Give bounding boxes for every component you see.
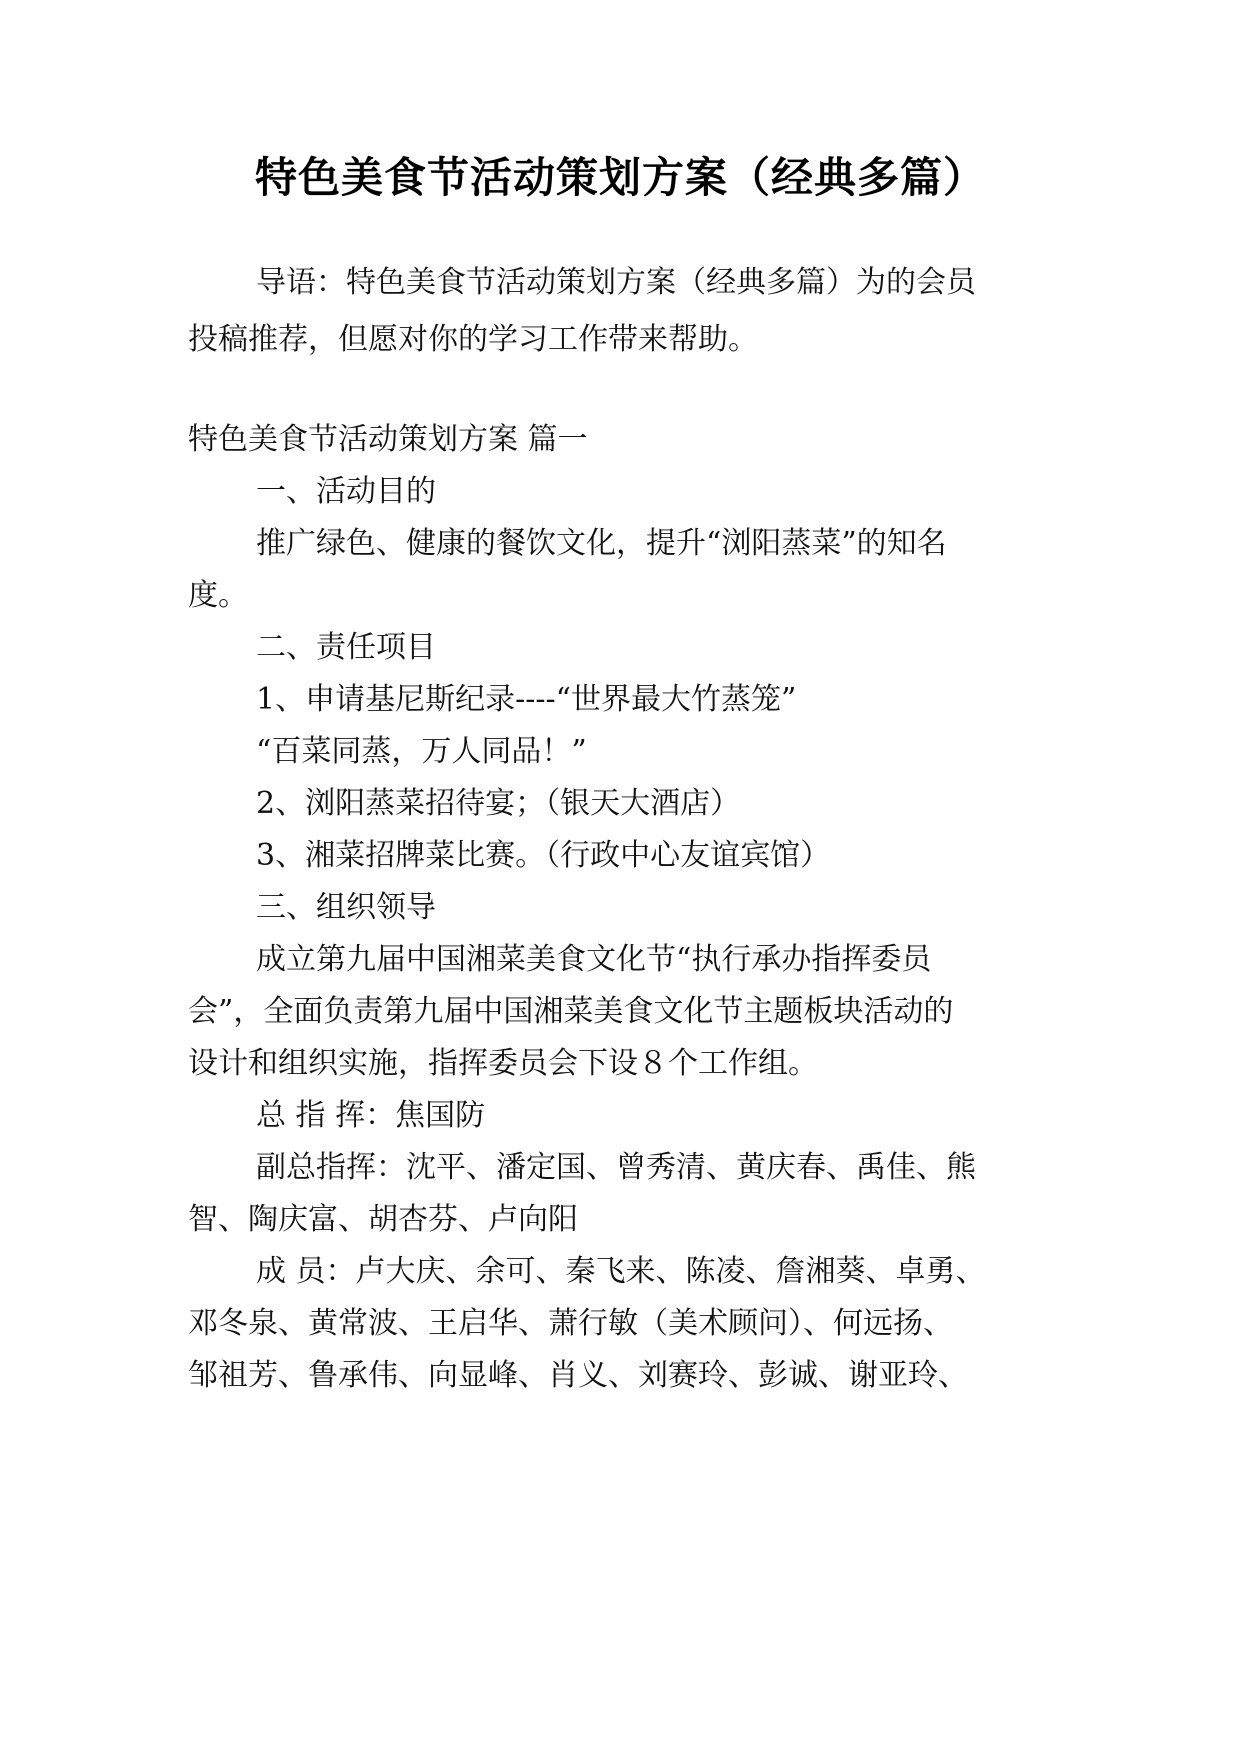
list-item: 2、浏阳蒸菜招待宴；（银天大酒店） [256, 786, 741, 821]
paragraph-line: 智、陶庆富、胡杏芬、卢向阳 [188, 1202, 578, 1237]
section-heading: 特色美食节活动策划方案 篇一 [188, 422, 588, 457]
members-line: 成 员：卢大庆、余可、秦飞来、陈凌、詹湘葵、卓勇、 [256, 1254, 986, 1289]
heading-responsibility: 二、责任项目 [256, 630, 436, 665]
list-item: 1、申请基尼斯纪录----“世界最大竹蒸笼” [256, 682, 797, 717]
heading-organization: 三、组织领导 [256, 890, 436, 925]
paragraph-line: 成立第九届中国湘菜美食文化节“执行承办指挥委员 [256, 942, 932, 977]
paragraph-line: 会”，全面负责第九届中国湘菜美食文化节主题板块活动的 [188, 994, 954, 1029]
paragraph-line: 设计和组织实施，指挥委员会下设８个工作组。 [188, 1046, 818, 1081]
paragraph-line: 邓冬泉、黄常波、王启华、萧行敏（美术顾问）、何远扬、 [188, 1306, 953, 1341]
paragraph-line: 邹祖芳、鲁承伟、向显峰、肖义、刘赛玲、彭诚、谢亚玲、 [188, 1358, 968, 1393]
intro-line-1: 导语：特色美食节活动策划方案（经典多篇）为的会员 [256, 265, 976, 300]
intro-line-2: 投稿推荐，但愿对你的学习工作带来帮助。 [188, 322, 758, 357]
commander-line: 总 指 挥：焦国防 [256, 1098, 486, 1133]
paragraph-line: 度。 [188, 578, 248, 613]
paragraph-line: “百菜同蒸，万人同品！” [256, 734, 587, 769]
paragraph-line: 推广绿色、健康的餐饮文化，提升“浏阳蒸菜”的知名 [256, 526, 947, 561]
heading-activity-purpose: 一、活动目的 [256, 474, 436, 509]
deputy-commander-line: 副总指挥：沈平、潘定国、曾秀清、黄庆春、禹佳、熊 [256, 1150, 976, 1185]
list-item: 3、湘菜招牌菜比赛。（行政中心友谊宾馆） [256, 838, 831, 873]
document-title: 特色美食节活动策划方案（经典多篇） [254, 153, 986, 202]
